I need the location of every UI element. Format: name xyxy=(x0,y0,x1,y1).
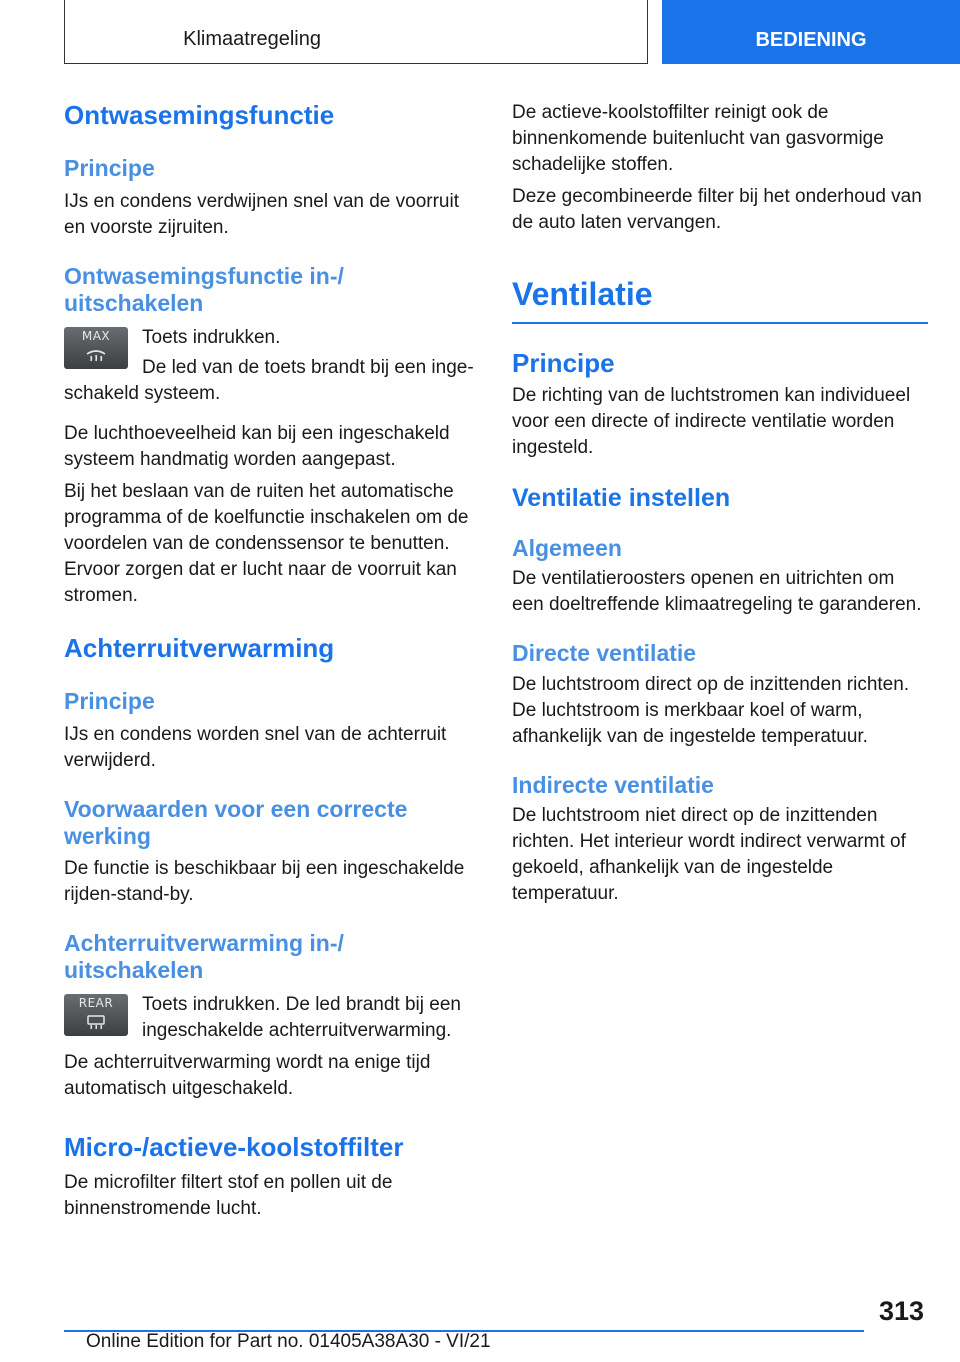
heading-defrost-onoff: Ontwasemingsfunctie in-/ uitschakelen xyxy=(64,262,344,316)
max-key-label: MAX xyxy=(81,329,111,344)
heading-vent-set: Ventilatie instellen xyxy=(512,483,731,512)
text-conditions: De functie is beschikbaar bij een ingeschakelde rijden-stand-by. xyxy=(64,858,465,906)
max-key-description xyxy=(142,325,474,381)
text-filter-3: Deze gecombineerde filter bij het onderhoud van de auto laten vervangen. xyxy=(512,186,922,233)
text-rear-2: De achterruitverwarming wordt na enige tijd automatisch uitgeschakeld. xyxy=(64,1052,431,1100)
header-section-title: Klimaatregeling xyxy=(183,28,321,50)
text-filter-2: De actieve-koolstoffilter reinigt ook de binnenkomende buitenlucht van gasvormige schadelijke stoffen. xyxy=(512,102,884,175)
text-direct: De luchtstroom direct op de inzittenden richten. De luchtstroom is merkbaar koel of warm, afhankelijk van de ingestelde temperatuur. xyxy=(512,673,910,747)
page-number: 313 xyxy=(878,1296,924,1326)
text-air: De luchthoeveelheid kan bij een ingeschakeld systeem handmatig worden aangepast. xyxy=(64,423,450,471)
max-defrost-key-icon xyxy=(64,327,128,369)
rear-defrost-key-icon xyxy=(64,994,128,1036)
heading-filter: Micro-/actieve-koolstoffilter xyxy=(64,1132,404,1163)
text-rear-1: Toets indrukken. De led brandt bij een ingeschakelde achterruitverwarming. xyxy=(142,994,461,1042)
rear-window-heat-icon xyxy=(86,1013,106,1031)
header-box xyxy=(64,0,648,64)
text-filter: De microfilter filtert stof en pollen uit de binnenstromende lucht. xyxy=(64,1171,393,1219)
heading-principe-1: Principe xyxy=(64,155,155,182)
heading-defrost: Ontwasemingsfunctie xyxy=(64,100,335,130)
text-principe-1: IJs en condens verdwijnen snel van de voorruit en voorste zijruiten. xyxy=(64,190,460,238)
text-principe-3: De richting van de luchtstromen kan individueel voor een directe of indirecte ventilatie worden ingesteld. xyxy=(512,384,911,458)
footer-edition: Online Edition for Part no. 01405A38A30 - VI/21 xyxy=(86,1331,491,1352)
heading-indirect: Indirecte ventilatie xyxy=(512,771,714,798)
text-general: De ventilatieroosters openen en uitrichten om een doeltreffende klimaatregeling te garanderen. xyxy=(512,568,922,616)
text-max-1: Toets indrukken. xyxy=(142,327,281,349)
heading-direct: Directe ventilatie xyxy=(512,640,697,667)
left-column xyxy=(64,100,476,1222)
rear-key-label: REAR xyxy=(78,996,114,1011)
defrost-icon xyxy=(86,346,106,364)
heading-underline xyxy=(512,322,928,324)
text-indirect: De luchtstroom niet direct op de inzittenden richten. Het interieur wordt indirect verwarmt of gekoeld, afhankelijk van de ingestelde temperatuur. xyxy=(512,805,906,905)
max-button-row xyxy=(64,325,476,381)
text-max-2: schakeld systeem. xyxy=(64,383,221,405)
heading-rear-onoff: Achterruitverwarming in-/ uitschakelen xyxy=(64,930,344,984)
rear-button-row xyxy=(64,992,476,1044)
text-fog: Bij het beslaan van de ruiten het automatische programma of de koelfunctie inschakelen om de voordelen van de condenssensor te benutten. Ervoor zorgen dat er lucht naar de voorruit kan stromen. xyxy=(64,481,469,607)
header-chapter-tab: BEDIENING xyxy=(662,0,960,64)
heading-general: Algemeen xyxy=(512,534,622,561)
heading-conditions: Voorwaarden voor een correcte werking xyxy=(64,795,408,849)
heading-principe-3: Principe xyxy=(512,347,615,378)
heading-rear: Achterruitverwarming xyxy=(64,633,335,664)
heading-ventilation: Ventilatie xyxy=(512,276,653,312)
text-principe-2: IJs en condens worden snel van de achterruit verwijderd. xyxy=(64,723,447,771)
heading-principe-2: Principe xyxy=(64,688,155,715)
right-column xyxy=(512,100,928,907)
text-max-2-start: De led van de toets brandt bij een inge- xyxy=(142,357,474,379)
